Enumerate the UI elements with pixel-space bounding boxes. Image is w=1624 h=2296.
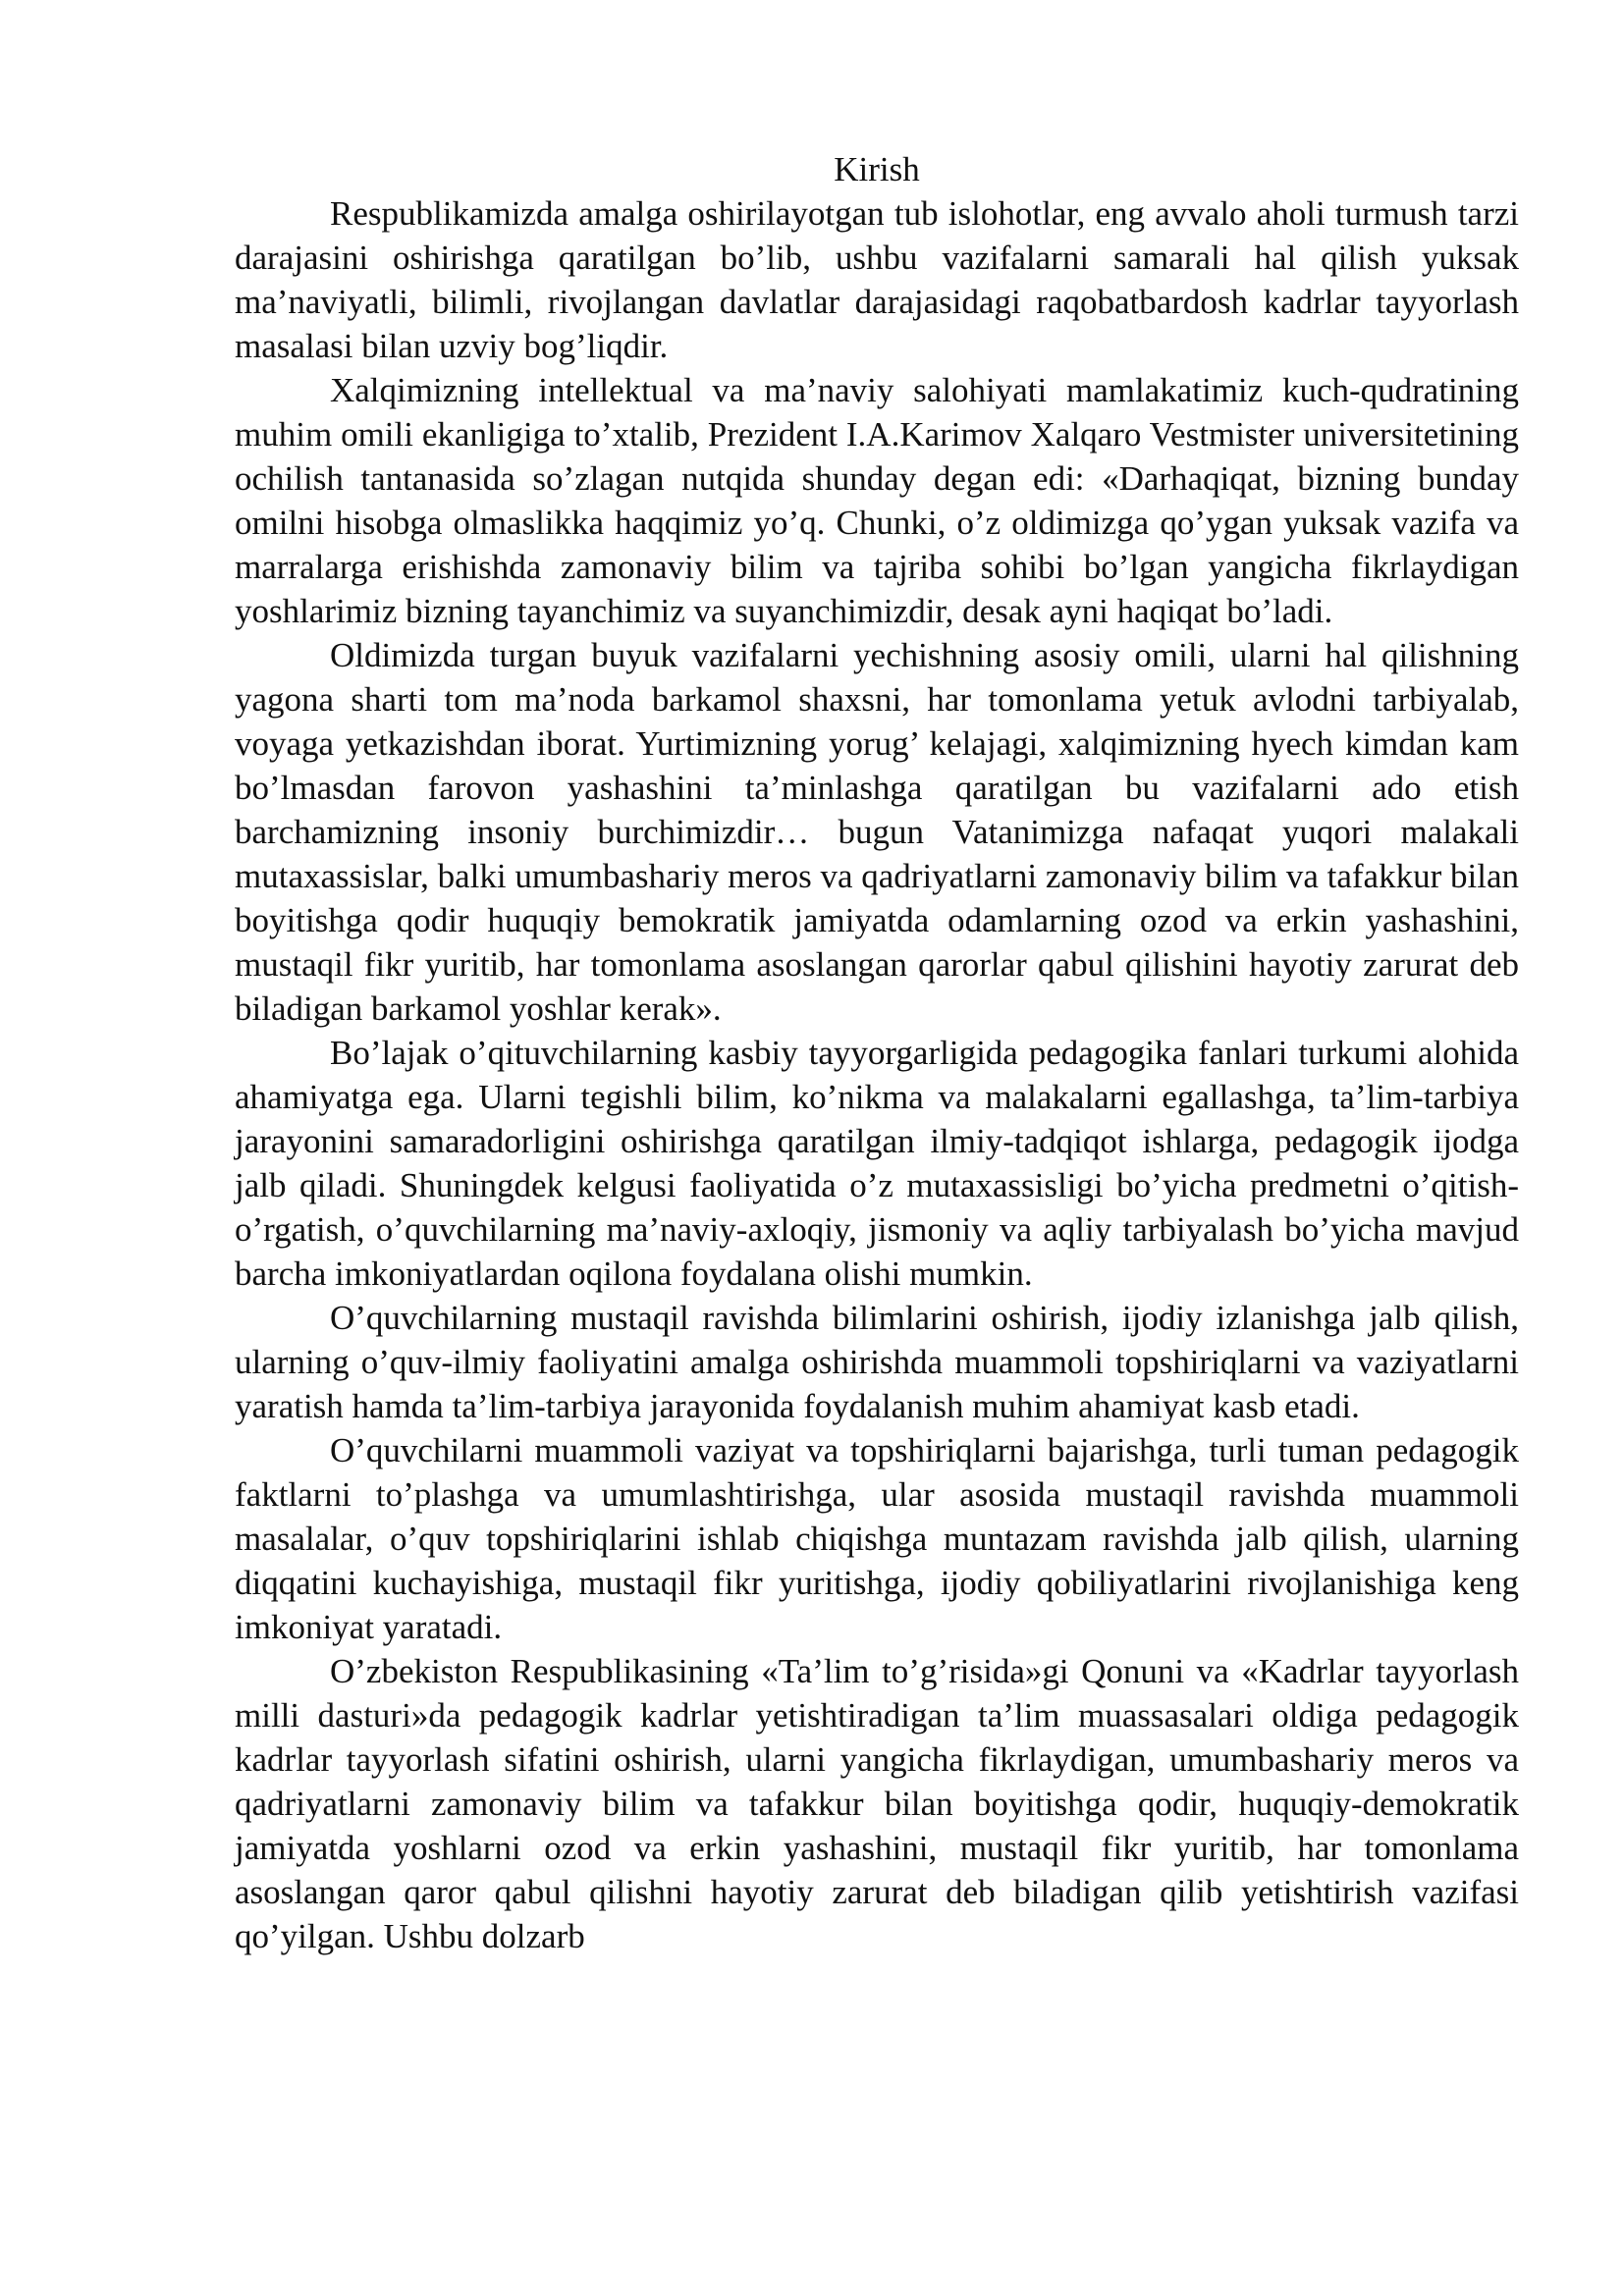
paragraph-5: O’quvchilarning mustaqil ravishda bilimlarini oshirish, ijodiy izlanishga jalb qilish, ularning o’quv-ilmiy faoliyatini amalga oshirishda muammoli topshiriqlarni va vaziyatlarni yaratish hamda ta’lim-tarbiya jarayonida foydalanish muhim ahamiyat kasb etadi. — [235, 1299, 1519, 1425]
paragraph-2: Xalqimizning intellektual va ma’naviy salohiyati mamlakatimiz kuch-qudratining muhim omili ekanligiga to’xtalib, Prezident I.A.Karimov Xalqaro Vestmister universitetining ochilish tantanasida so’zlagan nutqida shunday degan edi: «Darhaqiqat, bizning bunday omilni hisobga olmaslikka haqqimiz yo’q. Chunki, o’z oldimizga qo’ygan yuksak vazifa va marralarga erishishda zamonaviy bilim va tajriba sohibi bo’lgan yangicha fikrlaydigan yoshlarimiz bizning tayanchimiz va suyanchimizdir, desak ayni haqiqat bo’ladi. — [235, 371, 1519, 630]
paragraph-7: O’zbekiston Respublikasining «Ta’lim to’g’risida»gi Qonuni va «Kadrlar tayyorlash milli dasturi»da pedagogik kadrlar yetishtiradigan ta’lim muassasalari oldiga pedagogik kadrlar tayyorlash sifatini oshirish, ularni yangicha fikrlaydigan, umumbashariy meros va qadriyatlarni zamonaviy bilim va tafakkur bilan boyitishga qodir, huquqiy-demokratik jamiyatda yoshlarni ozod va erkin yashashini, mustaqil fikr yuritib, har tomonlama asoslangan qaror qabul qilishni hayotiy zarurat deb biladigan qilib yetishtirish vazifasi qo’yilgan. Ushbu dolzarb — [235, 1652, 1519, 1955]
document-title: Kirish — [834, 150, 920, 188]
paragraph-4: Bo’lajak o’qituvchilarning kasbiy tayyorgarligida pedagogika fanlari turkumi alohida ahamiyatga ega. Ularni tegishli bilim, ko’nikma va malakalarni egallashga, ta’lim-tarbiya jarayonini samaradorligini oshirishga qaratilgan ilmiy-tadqiqot ishlarga, pedagogik ijodga jalb qiladi. Shuningdek kelgusi faoliyatida o’z mutaxassisligi bo’yicha predmetni o’qitish-o’rgatish, o’quvchilarning ma’naviy-axloqiy, jismoniy va aqliy tarbiyalash bo’yicha mavjud barcha imkoniyatlardan oqilona foydalana olishi mumkin. — [235, 1034, 1519, 1293]
paragraph-3: Oldimizda turgan buyuk vazifalarni yechishning asosiy omili, ularni hal qilishning yagona sharti tom ma’noda barkamol shaxsni, har tomonlama yetuk avlodni tarbiyalab, voyaga yetkazishdan iborat. Yurtimizning yorug’ kelajagi, xalqimizning hyech kimdan kam bo’lmasdan farovon yashashini ta’minlashga qaratilgan bu vazifalarni ado etish barchamizning insoniy burchimizdir… bugun Vatanimizga nafaqat yuqori malakali mutaxassislar, balki umumbashariy meros va qadriyatlarni zamonaviy bilim va tafakkur bilan boyitishga qodir huquqiy bemokratik jamiyatda odamlarning ozod va erkin yashashini, mustaqil fikr yuritib, har tomonlama asoslangan qarorlar qabul qilishini hayotiy zarurat deb biladigan barkamol yoshlar kerak». — [235, 636, 1519, 1028]
document-page — [235, 147, 1519, 1958]
paragraph-6: O’quvchilarni muammoli vaziyat va topshiriqlarni bajarishga, turli tuman pedagogik faktlarni to’plashga va umumlashtirishga, ular asosida mustaqil ravishda muammoli masalalar, o’quv topshiriqlarini ishlab chiqishga muntazam ravishda jalb qilish, ularning diqqatini kuchayishiga, mustaqil fikr yuritishga, ijodiy qobiliyatlarini rivojlanishiga keng imkoniyat yaratadi. — [235, 1431, 1519, 1646]
paragraph-1: Respublikamizda amalga oshirilayotgan tub islohotlar, eng avvalo aholi turmush tarzi darajasini oshirishga qaratilgan bo’lib, ushbu vazifalarni samarali hal qilish yuksak ma’naviyatli, bilimli, rivojlangan davlatlar darajasidagi raqobatbardosh kadrlar tayyorlash masalasi bilan uzviy bog’liqdir. — [235, 194, 1519, 365]
